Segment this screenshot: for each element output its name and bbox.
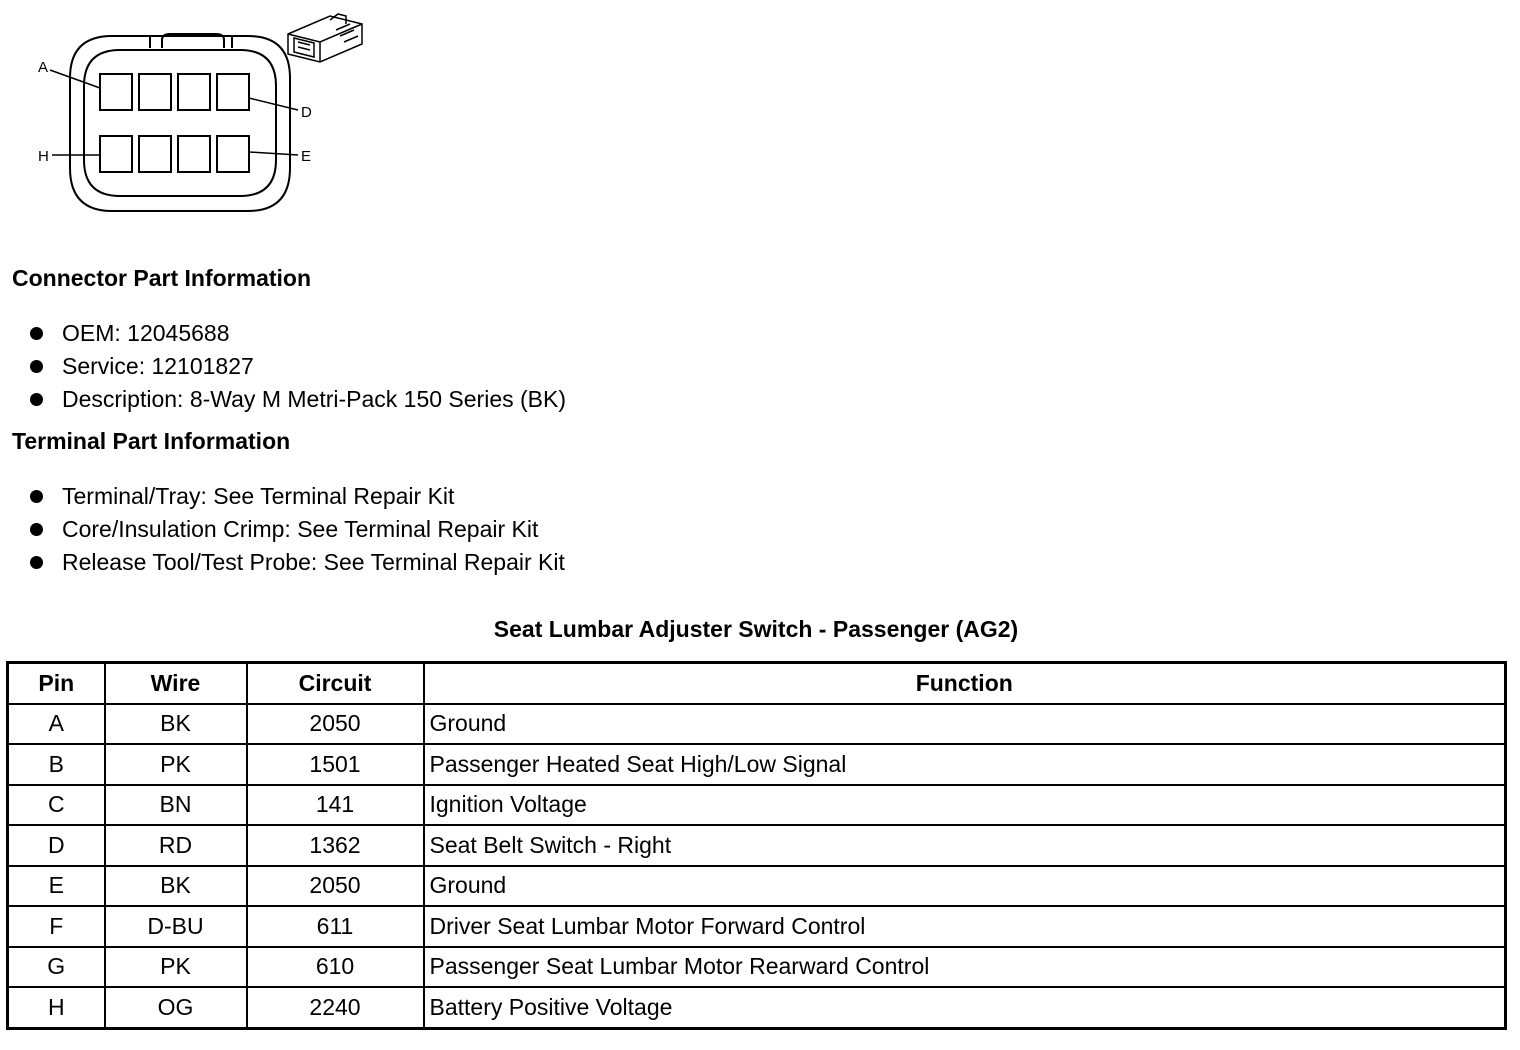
pin-label-d: D — [301, 104, 312, 121]
table-row — [8, 825, 1506, 866]
cell-pin: C — [8, 785, 105, 826]
header-pin: Pin — [8, 663, 105, 704]
pin-label-e: E — [301, 148, 312, 165]
cell-pin: F — [8, 906, 105, 947]
table-row — [8, 866, 1506, 907]
list-item-text: Core/Insulation Crimp: See Terminal Repair Kit — [62, 516, 539, 542]
terminal-cavity-e — [217, 136, 249, 172]
table-title: Seat Lumbar Adjuster Switch - Passenger (AG2) — [493, 616, 1019, 642]
terminal-cavity-g — [139, 136, 171, 172]
terminal-cavity-b — [139, 74, 171, 110]
list-item — [30, 350, 566, 383]
cell-function: Driver Seat Lumbar Motor Forward Control — [424, 906, 1506, 947]
list-item — [30, 480, 565, 513]
list-item — [30, 546, 565, 579]
cell-circuit: 610 — [247, 947, 424, 988]
terminal-part-info-heading: Terminal Part Information — [12, 428, 291, 454]
table-row — [8, 704, 1506, 745]
list-item-text: Terminal/Tray: See Terminal Repair Kit — [62, 483, 455, 509]
terminal-cavity-d — [217, 74, 249, 110]
cell-circuit: 141 — [247, 785, 424, 826]
cell-circuit: 611 — [247, 906, 424, 947]
cell-wire: BK — [105, 866, 247, 907]
cell-function: Ground — [424, 866, 1506, 907]
header-function: Function — [424, 663, 1506, 704]
terminal-part-info-list — [30, 480, 565, 579]
cell-wire: BK — [105, 704, 247, 745]
list-item-text: Release Tool/Test Probe: See Terminal Repair Kit — [62, 549, 565, 575]
cell-pin: D — [8, 825, 105, 866]
bullet-icon — [30, 556, 43, 569]
cell-pin: A — [8, 704, 105, 745]
bullet-icon — [30, 490, 43, 503]
cell-wire: PK — [105, 744, 247, 785]
cell-pin: H — [8, 987, 105, 1028]
pin-label-a: A — [38, 59, 49, 76]
leader-line-a — [50, 70, 100, 88]
bullet-icon — [30, 393, 43, 406]
terminal-cavity-a — [100, 74, 132, 110]
cell-function: Ground — [424, 704, 1506, 745]
cell-wire: RD — [105, 825, 247, 866]
bullet-icon — [30, 360, 43, 373]
cell-function: Ignition Voltage — [424, 785, 1506, 826]
cell-pin: G — [8, 947, 105, 988]
bullet-icon — [30, 327, 43, 340]
cell-circuit: 2240 — [247, 987, 424, 1028]
header-circuit: Circuit — [247, 663, 424, 704]
cell-wire: D-BU — [105, 906, 247, 947]
terminal-cavity-h — [100, 136, 132, 172]
terminal-cavity-f — [178, 136, 210, 172]
connector-icon — [288, 14, 362, 62]
pinout-table — [6, 661, 1507, 1030]
terminal-cavity-c — [178, 74, 210, 110]
cell-circuit: 1501 — [247, 744, 424, 785]
list-item — [30, 317, 566, 350]
table-row — [8, 785, 1506, 826]
connector-cavity — [84, 50, 276, 196]
cell-circuit: 2050 — [247, 866, 424, 907]
header-wire: Wire — [105, 663, 247, 704]
table-header-row — [8, 663, 1506, 704]
connector-diagram — [0, 0, 380, 220]
cell-function: Seat Belt Switch - Right — [424, 825, 1506, 866]
table-row — [8, 987, 1506, 1028]
connector-housing — [70, 36, 290, 211]
table-row — [8, 947, 1506, 988]
cell-wire: PK — [105, 947, 247, 988]
cell-pin: B — [8, 744, 105, 785]
cell-function: Passenger Seat Lumbar Motor Rearward Control — [424, 947, 1506, 988]
pin-label-h: H — [38, 148, 49, 165]
cell-function: Passenger Heated Seat High/Low Signal — [424, 744, 1506, 785]
table-row — [8, 906, 1506, 947]
cell-circuit: 2050 — [247, 704, 424, 745]
cell-pin: E — [8, 866, 105, 907]
list-item-text: Service: 12101827 — [62, 353, 254, 379]
bullet-icon — [30, 523, 43, 536]
list-item — [30, 513, 565, 546]
list-item — [30, 383, 566, 416]
table-row — [8, 744, 1506, 785]
list-item-text: OEM: 12045688 — [62, 320, 230, 346]
connector-part-info-list — [30, 317, 566, 416]
list-item-text: Description: 8-Way M Metri-Pack 150 Series (BK) — [62, 386, 567, 412]
cell-function: Battery Positive Voltage — [424, 987, 1506, 1028]
connector-part-info-heading: Connector Part Information — [12, 265, 312, 291]
cell-wire: OG — [105, 987, 247, 1028]
cell-wire: BN — [105, 785, 247, 826]
cell-circuit: 1362 — [247, 825, 424, 866]
